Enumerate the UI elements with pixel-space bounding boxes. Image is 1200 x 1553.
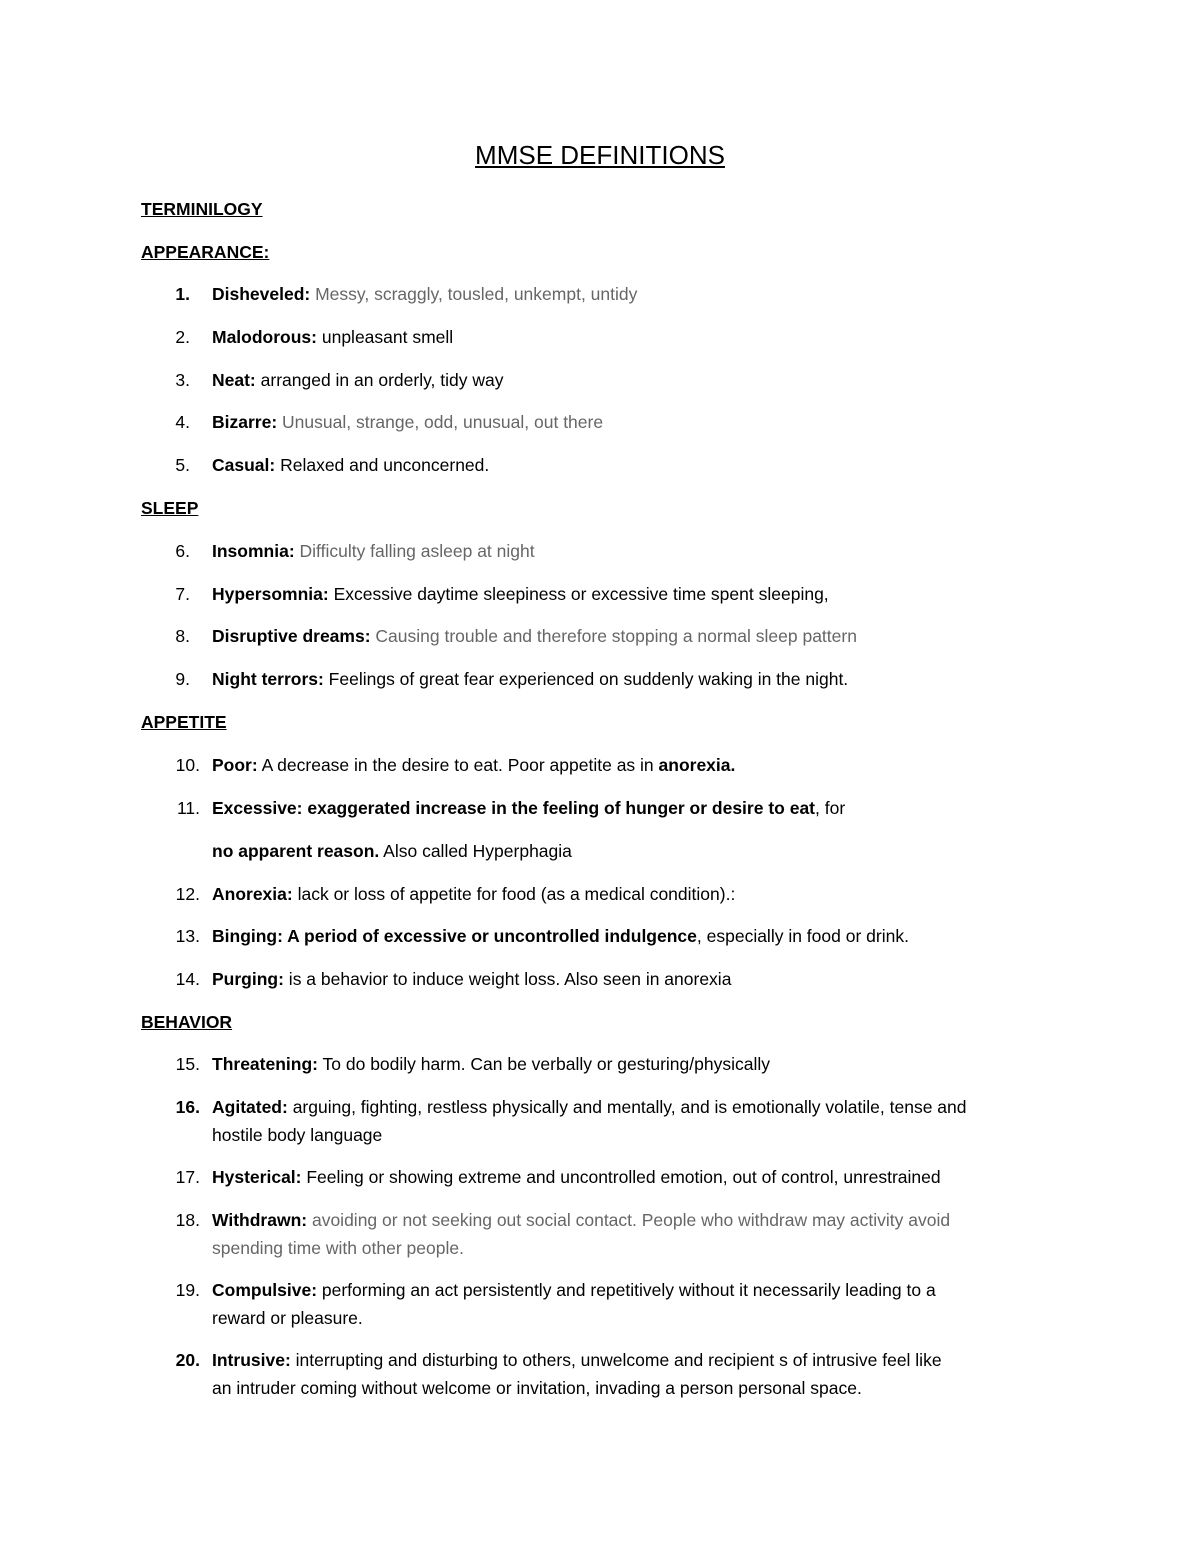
item-number: 9. <box>175 669 190 689</box>
item-definition-line2: an intruder coming without welcome or invitation, invading a person personal space. <box>212 1378 862 1398</box>
item-definition: Feeling or showing extreme and uncontrolled emotion, out of control, unrestrained <box>301 1167 941 1187</box>
item-definition: performing an act persistently and repetitively without it necessarily leading to a <box>317 1280 936 1300</box>
item-definition-emphasis: anorexia. <box>658 755 736 775</box>
item-definition: arguing, fighting, restless physically and mentally, and is emotionally volatile, tense and <box>287 1097 967 1117</box>
item-term: Threatening: <box>212 1054 318 1074</box>
item-definition: lack or loss of appetite for food (as a medical condition).: <box>292 884 736 904</box>
item-number: 5. <box>175 455 190 475</box>
item-term: Bizarre: <box>212 412 278 432</box>
item-number: 6. <box>175 541 190 561</box>
item-number: 4. <box>175 412 190 432</box>
section-heading-sleep: SLEEP <box>141 498 199 518</box>
section-heading-appetite: APPETITE <box>141 712 227 732</box>
item-term: Casual: <box>212 455 276 475</box>
item-number: 20. <box>175 1350 200 1370</box>
item-definition: Difficulty falling asleep at night <box>294 541 535 561</box>
item-term: Compulsive: <box>212 1280 318 1300</box>
item-definition: unpleasant smell <box>317 327 454 347</box>
item-definition: Unusual, strange, odd, unusual, out there <box>277 412 604 432</box>
item-definition: A decrease in the desire to eat. Poor appetite as in <box>257 755 659 775</box>
item-definition: Causing trouble and therefore stopping a normal sleep pattern <box>370 626 857 646</box>
item-number: 1. <box>175 284 190 304</box>
item-term: Binging: <box>212 926 283 946</box>
item-definition: , especially in food or drink. <box>696 926 909 946</box>
item-term: Insomnia: <box>212 541 295 561</box>
item-definition: Messy, scraggly, tousled, unkempt, untidy <box>310 284 638 304</box>
item-number: 14. <box>175 969 200 989</box>
item-number: 11. <box>176 798 200 818</box>
item-number: 16. <box>175 1097 200 1117</box>
item-number: 17. <box>175 1167 200 1187</box>
item-term: Excessive: <box>212 798 303 818</box>
item-term: Agitated: <box>212 1097 288 1117</box>
subtitle-terminology: TERMINILOGY <box>141 199 263 219</box>
item-definition-line2: spending time with other people. <box>212 1238 464 1258</box>
item-definition-line2: reward or pleasure. <box>212 1308 363 1328</box>
item-definition: arranged in an orderly, tidy way <box>255 370 504 390</box>
item-term: Withdrawn: <box>212 1210 308 1230</box>
item-definition: , for <box>815 798 846 818</box>
item-term: Night terrors: <box>212 669 324 689</box>
item-number: 15. <box>175 1054 200 1074</box>
item-continuation: Also called Hyperphagia <box>379 841 572 861</box>
item-definition: interrupting and disturbing to others, unwelcome and recipient s of intrusive feel like <box>290 1350 942 1370</box>
item-definition: Relaxed and unconcerned. <box>275 455 490 475</box>
item-definition-emphasis: A period of excessive or uncontrolled indulgence <box>282 926 697 946</box>
item-definition: is a behavior to induce weight loss. Also seen in anorexia <box>283 969 732 989</box>
item-number: 7. <box>175 584 190 604</box>
item-term: Hypersomnia: <box>212 584 329 604</box>
item-continuation-emphasis: no apparent reason. <box>212 841 380 861</box>
section-heading-behavior: BEHAVIOR <box>141 1012 233 1032</box>
item-term: Intrusive: <box>212 1350 291 1370</box>
item-number: 18. <box>175 1210 200 1230</box>
item-definition-emphasis: exaggerated increase in the feeling of hunger or desire to eat <box>302 798 815 818</box>
page-title: MMSE DEFINITIONS <box>475 140 725 170</box>
item-term: Disheveled: <box>212 284 311 304</box>
item-definition: Excessive daytime sleepiness or excessive time spent sleeping, <box>328 584 829 604</box>
item-number: 10. <box>175 755 200 775</box>
item-definition-line2: hostile body language <box>212 1125 383 1145</box>
item-definition: avoiding or not seeking out social contact. People who withdraw may activity avoid <box>307 1210 951 1230</box>
item-number: 19. <box>175 1280 200 1300</box>
item-term: Hysterical: <box>212 1167 302 1187</box>
item-term: Anorexia: <box>212 884 293 904</box>
section-heading-appearance: APPEARANCE: <box>141 242 270 262</box>
item-term: Neat: <box>212 370 256 390</box>
item-number: 3. <box>175 370 190 390</box>
item-number: 8. <box>175 626 190 646</box>
item-number: 12. <box>175 884 200 904</box>
item-term: Purging: <box>212 969 284 989</box>
item-term: Malodorous: <box>212 327 317 347</box>
item-number: 13. <box>175 926 200 946</box>
item-definition: To do bodily harm. Can be verbally or gesturing/physically <box>317 1054 770 1074</box>
item-number: 2. <box>175 327 190 347</box>
item-term: Disruptive dreams: <box>212 626 371 646</box>
item-term: Poor: <box>212 755 258 775</box>
item-definition: Feelings of great fear experienced on suddenly waking in the night. <box>323 669 849 689</box>
